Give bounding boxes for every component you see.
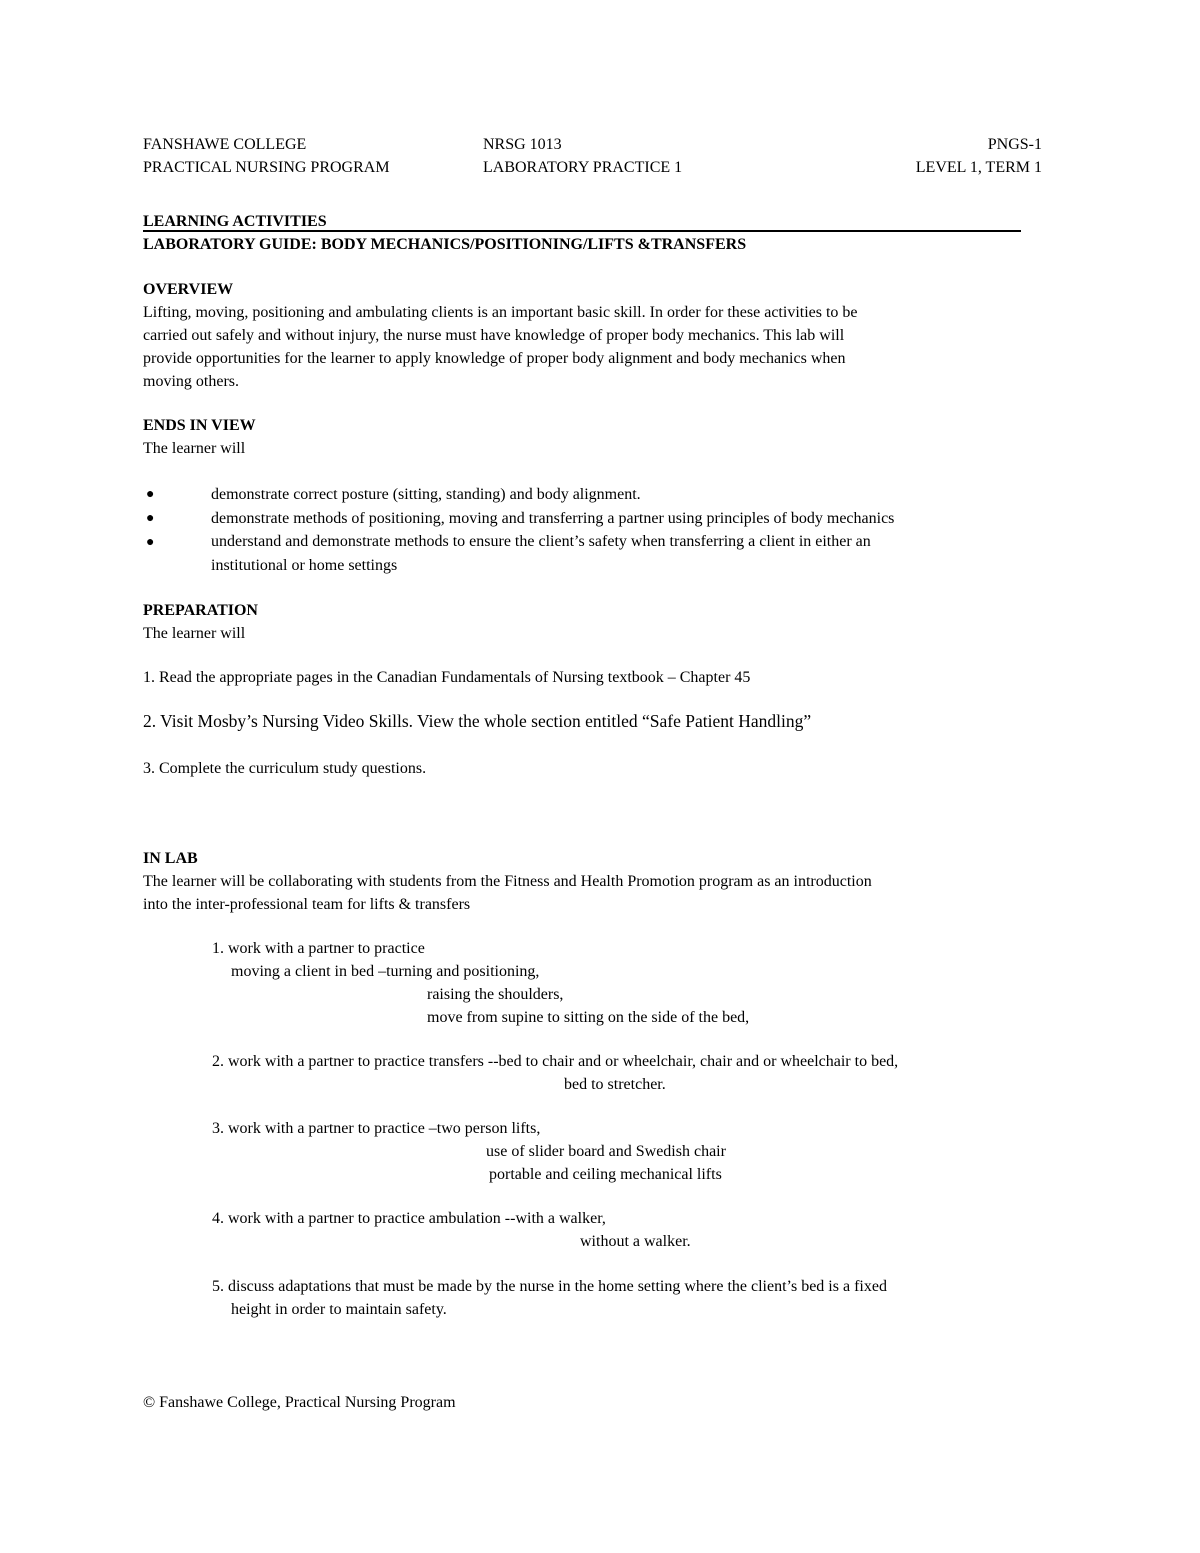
ends-in-view-intro: The learner will [143, 440, 246, 457]
lab-activity-item: 5. discuss adaptations that must be made by the nurse in the home setting where the client’s bed is a fixed [212, 1278, 887, 1295]
lab-activity-subline: raising the shoulders, [427, 986, 564, 1003]
lab-activity-subline: use of slider board and Swedish chair [486, 1143, 726, 1160]
lab-activity-subline: without a walker. [580, 1233, 691, 1250]
footer-copyright: © Fanshawe College, Practical Nursing Program [143, 1394, 456, 1411]
preparation-item: 3. Complete the curriculum study questions. [143, 760, 427, 777]
bullet-icon: ● [146, 535, 155, 550]
bullet-icon: ● [146, 511, 155, 526]
header-row-1 [143, 133, 1042, 156]
overview-heading: OVERVIEW [143, 281, 234, 298]
header-row-2 [143, 156, 1042, 179]
header-course-code: NRSG 1013 [483, 136, 562, 153]
lab-activity-subline: bed to stretcher. [564, 1076, 666, 1093]
lab-activity-subline: height in order to maintain safety. [231, 1301, 447, 1318]
lab-activity-item: 2. work with a partner to practice transfers --bed to chair and or wheelchair, chair and or wheelchair to bed, [212, 1053, 899, 1070]
header-college: FANSHAWE COLLEGE [143, 136, 307, 153]
objective-item: demonstrate correct posture (sitting, standing) and body alignment. [211, 486, 641, 503]
header-level-term: LEVEL 1, TERM 1 [915, 159, 1042, 176]
lab-activity-subline: move from supine to sitting on the side of the bed, [427, 1009, 750, 1026]
objective-item: understand and demonstrate methods to ensure the client’s safety when transferring a client in either an [211, 533, 871, 550]
lab-activity-subline: portable and ceiling mechanical lifts [489, 1166, 722, 1183]
preparation-intro: The learner will [143, 625, 246, 642]
lab-activity-item: 4. work with a partner to practice ambulation --with a walker, [212, 1210, 606, 1227]
overview-line: Lifting, moving, positioning and ambulating clients is an important basic skill. In order for these activities to be [143, 304, 858, 321]
header-program: PRACTICAL NURSING PROGRAM [143, 159, 390, 176]
title-divider [143, 230, 1021, 232]
objective-item-continued: institutional or home settings [211, 557, 398, 574]
preparation-heading: PREPARATION [143, 602, 258, 619]
guide-title: LABORATORY GUIDE: BODY MECHANICS/POSITIONING/LIFTS &TRANSFERS [143, 236, 747, 253]
lab-activity-subline: moving a client in bed –turning and positioning, [231, 963, 540, 980]
overview-line: moving others. [143, 373, 239, 390]
preparation-item: 2. Visit Mosby’s Nursing Video Skills. View the whole section entitled “Safe Patient Handling” [143, 711, 812, 731]
in-lab-intro-line: into the inter-professional team for lifts & transfers [143, 896, 471, 913]
in-lab-intro-line: The learner will be collaborating with students from the Fitness and Health Promotion program as an introduction [143, 873, 872, 890]
overview-line: provide opportunities for the learner to apply knowledge of proper body alignment and body mechanics when [143, 350, 846, 367]
preparation-item: 1. Read the appropriate pages in the Canadian Fundamentals of Nursing textbook – Chapter 45 [143, 669, 751, 686]
section-title: LEARNING ACTIVITIES [143, 213, 327, 230]
objective-item: demonstrate methods of positioning, moving and transferring a partner using principles of body mechanics [211, 510, 895, 527]
lab-activity-item: 3. work with a partner to practice –two person lifts, [212, 1120, 541, 1137]
header-doc-code: PNGS-1 [987, 136, 1042, 153]
lab-activity-item: 1. work with a partner to practice [212, 940, 425, 957]
overview-line: carried out safely and without injury, the nurse must have knowledge of proper body mechanics. This lab will [143, 327, 845, 344]
ends-in-view-heading: ENDS IN VIEW [143, 417, 256, 434]
bullet-icon: ● [146, 487, 155, 502]
header-course-name: LABORATORY PRACTICE 1 [483, 159, 683, 176]
in-lab-heading: IN LAB [143, 850, 198, 867]
